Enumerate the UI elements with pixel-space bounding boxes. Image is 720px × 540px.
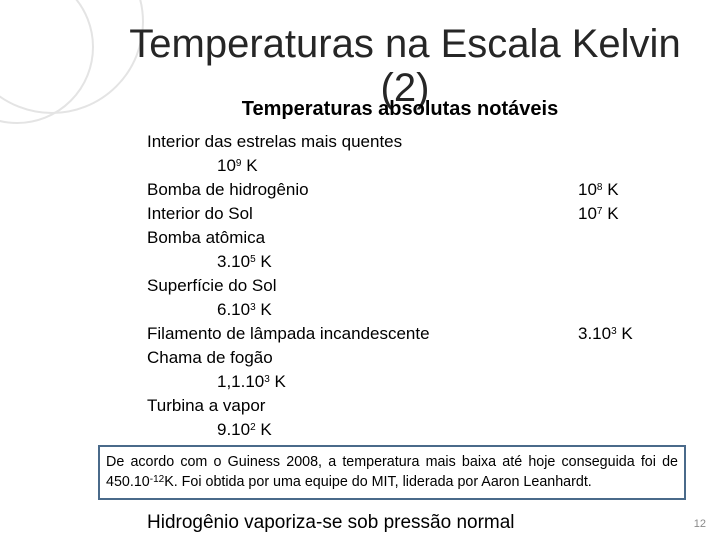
- slide-subtitle: Temperaturas absolutas notáveis: [241, 98, 559, 120]
- list-item: Turbina a vapor: [147, 396, 266, 415]
- list-item-value: $10^9$ K: [217, 156, 258, 175]
- title-line-1: Temperaturas na Escala Kelvin: [129, 22, 681, 66]
- list-item: Filamento de lâmpada incandescente: [147, 324, 430, 343]
- list-item: Bomba atômica: [147, 228, 266, 247]
- list-item-value: 9.10$^2$ K: [217, 420, 272, 439]
- right-value: $10^8$ K: [578, 180, 619, 199]
- right-value: $10^7$ K: [578, 204, 619, 223]
- list-item: Interior do Sol: [147, 204, 253, 223]
- right-value: 3.10$^3$ K: [578, 324, 633, 343]
- list-item-value: 1,1.10$^3$ K: [217, 372, 286, 391]
- list-item: Chama de fogão: [147, 348, 273, 367]
- callout-note: De acordo com o Guiness 2008, a temperatura mais baixa até hoje conseguida foi de $450.10^{-12}K$. Foi obtida por uma equipe do MIT, liderada por Aaron Leanhardt.: [98, 445, 686, 500]
- list-item-value: 3.10$^5$ K: [217, 252, 272, 271]
- title-line-2: (2): [380, 66, 430, 110]
- list-item-value: 6.10$^3$ K: [217, 300, 272, 319]
- list-item: Superfície do Sol: [147, 276, 277, 295]
- page-number: 12: [693, 518, 706, 530]
- partially-hidden-line: Hidrogênio vaporiza-se sob pressão normal: [147, 512, 515, 533]
- list-item: Bomba de hidrogênio: [147, 180, 309, 199]
- list-item: Interior das estrelas mais quentes: [147, 132, 403, 151]
- slide-title: [100, 22, 710, 110]
